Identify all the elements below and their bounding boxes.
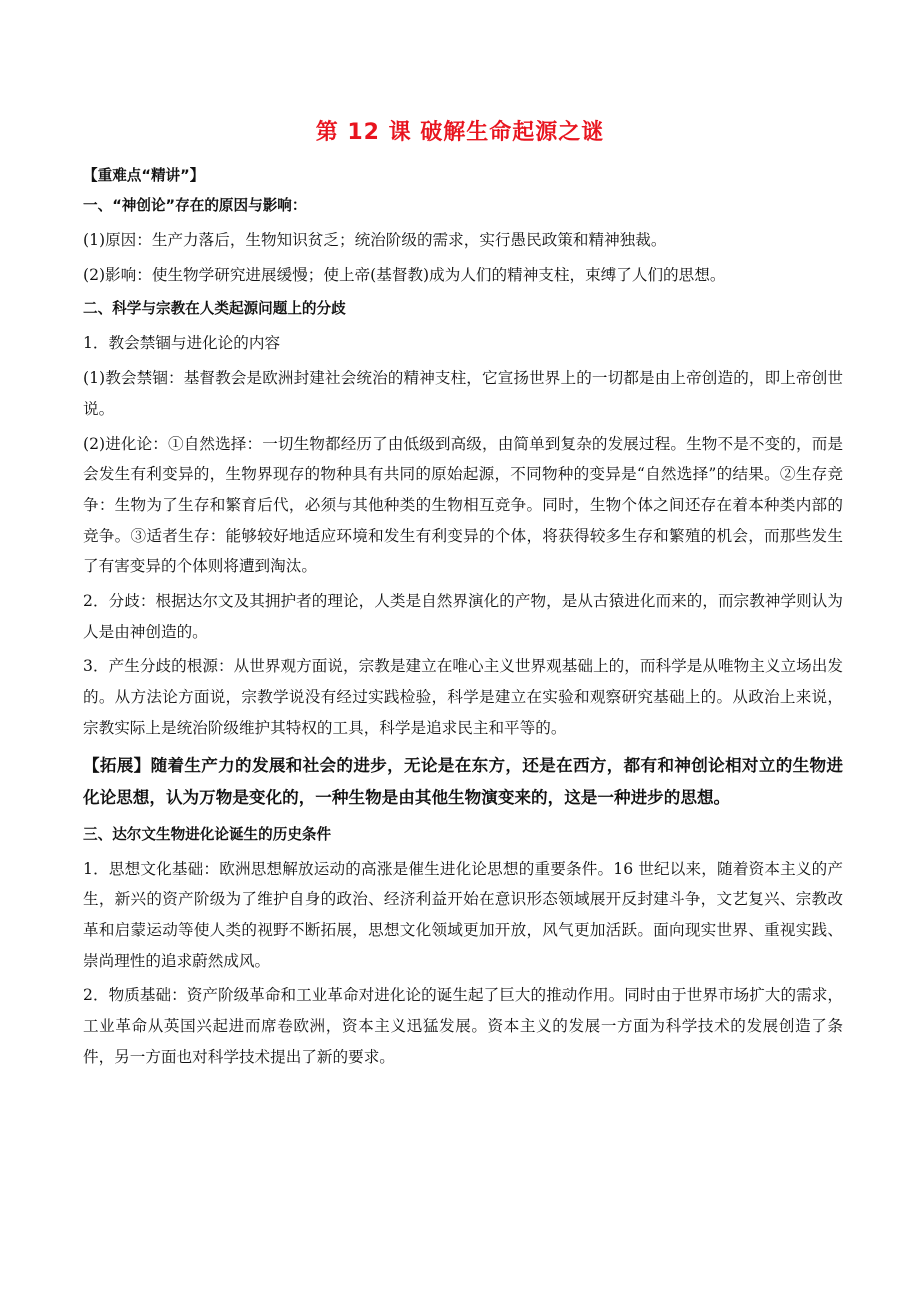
section2-item1: 1．教会禁锢与进化论的内容 — [83, 334, 281, 353]
section1-impact: (2)影响：使生物学研究进展缓慢；使上帝(基督教)成为人们的精神支柱，束缚了人们的思想。 — [83, 265, 726, 284]
section2-root-cause: 3．产生分歧的根源：从世界观方面说，宗教是建立在唯心主义世界观基础上的，而科学是从唯物主义立场出发的。从方法论方面说，宗教学说没有经过实践检验，科学是建立在实验和观察研究基础上的。从政治上来说，宗教实际上是统治阶级维护其特权的工具，科学是追求民主和平等的。 — [83, 657, 843, 737]
section3-cultural-basis: 1．思想文化基础：欧洲思想解放运动的高涨是催生进化论思想的重要条件。16 世纪以来，随着资本主义的产生，新兴的资产阶级为了维护自身的政治、经济利益开始在意识形态领域展开反封建斗争，文艺复兴、宗教改革和启蒙运动等使人类的视野不断拓展，思想文化领域更加开放，风气更加活跃。面向现实世界、重视实践、崇尚理性的追求蔚然成风。 — [83, 859, 843, 970]
section2-evolution: (2)进化论：①自然选择：一切生物都经历了由低级到高级，由简单到复杂的发展过程。生物不是不变的，而是会发生有利变异的，生物界现存的物种具有共同的原始起源，不同物种的变异是“自然选择”的结果。②生存竞争：生物为了生存和繁育后代，必须与其他种类的生物相互竞争。同时，生物个体之间还存在着本种类内部的竞争。③适者生存：能够较好地适应环境和发生有利变异的个体，将获得较多生存和繁殖的机会，而那些发生了有害变异的个体则将遭到淘汰。 — [83, 434, 843, 576]
section3-material-basis: 2．物质基础：资产阶级革命和工业革命对进化论的诞生起了巨大的推动作用。同时由于世界市场扩大的需求，工业革命从英国兴起进而席卷欧洲，资本主义迅猛发展。资本主义的发展一方面为科学技术的发展创造了条件，另一方面也对科学技术提出了新的要求。 — [83, 986, 843, 1066]
section1-heading: 一、“神创论”存在的原因与影响： — [83, 197, 307, 214]
section2-heading: 二、科学与宗教在人类起源问题上的分歧 — [83, 300, 346, 318]
section3-heading: 三、达尔文生物进化论诞生的历史条件 — [83, 825, 332, 843]
section2-divergence: 2．分歧：根据达尔文及其拥护者的理论，人类是自然界演化的产物，是从古猿进化而来的，而宗教神学则认为人是由神创造的。 — [83, 592, 843, 641]
section2-church-restriction: (1)教会禁锢：基督教会是欧洲封建社会统治的精神支柱，它宣扬世界上的一切都是由上帝创造的，即上帝创世说。 — [83, 369, 843, 418]
key-points-label: 【重难点“精讲”】 — [83, 167, 205, 184]
extension-note: 【拓展】随着生产力的发展和社会的进步，无论是在东方，还是在西方，都有和神创论相对立的生物进化论思想，认为万物是变化的，一种生物是由其他生物演变来的，这是一种进步的思想。 — [83, 755, 843, 807]
section1-reason: (1)原因：生产力落后，生物知识贫乏；统治阶级的需求，实行愚民政策和精神独裁。 — [83, 231, 667, 249]
page-title: 第 12 课 破解生命起源之谜 — [315, 120, 605, 145]
document-body — [83, 163, 843, 1074]
